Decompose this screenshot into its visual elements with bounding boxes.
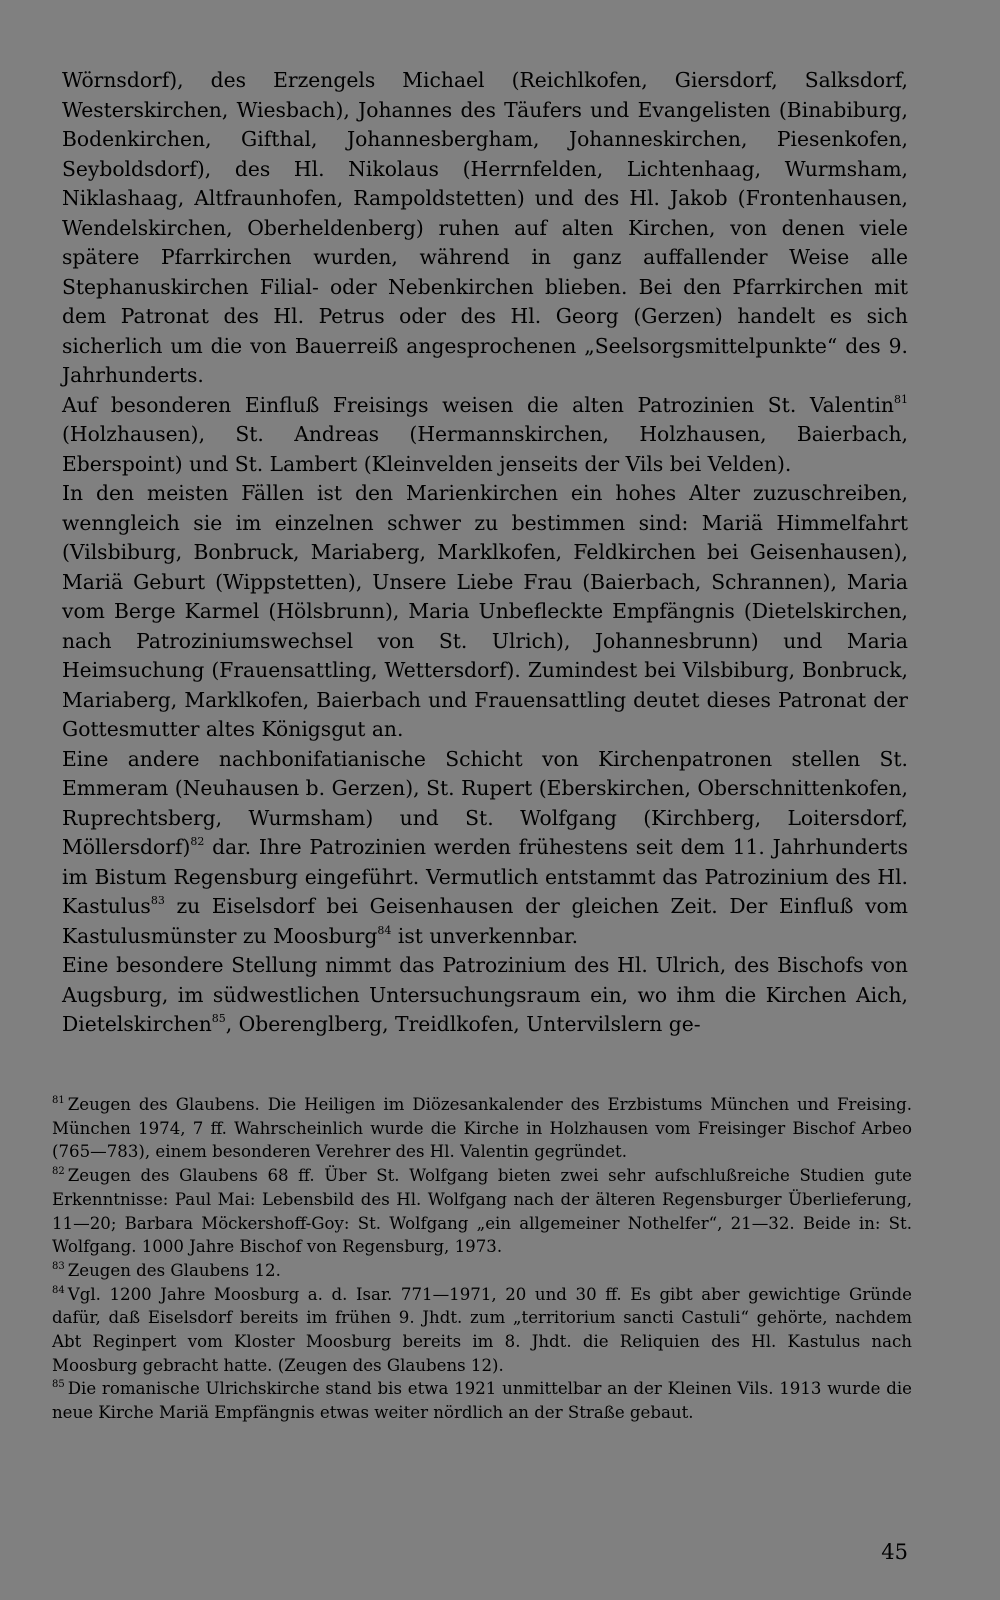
page-number: 45 [881,1540,908,1564]
footnote-ref: 82 [190,835,205,848]
footnote [52,1164,912,1259]
paragraph [62,391,908,480]
footnote-number: 85 [52,1379,65,1391]
paragraph [62,951,908,1040]
footnote [52,1093,912,1164]
paragraph-text: (Holzhausen), St. Andreas (Hermannskirchen, Holzhausen, Baierbach, Eberspoint) und St. Lambert (Kleinvelden jenseits der Vils bei Velden). [62,422,908,476]
paragraph-text: ist unverkennbar. [391,923,579,948]
paragraph-text: Auf besonderen Einfluß Freisings weisen die alten Patrozinien St. Valentin [62,392,894,417]
paragraph [62,479,908,745]
footnote-text: Vgl. 1200 Jahre Moosburg a. d. Isar. 771—1971, 20 und 30 ff. Es gibt aber gewichtige Gründe dafür, daß Eiselsdorf bereits im frühen 9. Jhdt. zum „territorium sancti Castuli“ gehörte, nachdem Abt Reginpert vom Kloster Moosburg bereits im 8. Jhdt. die Reliquien des Hl. Kastulus nach Moosburg gebracht hatte. (Zeugen des Glaubens 12). [52,1284,912,1375]
footnote-ref: 84 [377,923,392,937]
main-text [62,66,908,1040]
paragraph-text: , Oberenglberg, Treidlkofen, Untervilslern ge- [225,1012,701,1036]
paragraph-text: Wörnsdorf), des Erzengels Michael (Reichlkofen, Giersdorf, Salksdorf, Westerskirchen, Wiesbach), Johannes des Täufers und Evangelisten (Binabiburg, Bodenkirchen, Gifthal, Johannesbergham, Johanneskirchen, Piesenkofen, Seyboldsdorf), des Hl. Nikolaus (Herrnfelden, Lichtenhaag, Wurmsham, Niklashaag, Altfraunhofen, Rampoldstetten) und des Hl. Jakob (Frontenhausen, Wendelskirchen, Oberheldenberg) ruhen auf alten Kirchen, von denen viele spätere Pfarrkirchen wurden, während in ganz auffallender Weise alle Stephanuskirchen Filial- oder Nebenkirchen blieben. Bei den Pfarrkirchen mit dem Patronat des Hl. Petrus oder des Hl. Georg (Gerzen) handelt es sich sicherlich um die von Bauerreiß angesprochenen „Seelsorgsmittelpunkte“ des 9. Jahrhunderts. [62,68,908,387]
footnote-number: 83 [52,1260,65,1272]
footnotes [52,1093,912,1425]
footnote-ref: 81 [894,392,908,406]
paragraph [62,66,908,391]
paragraph-text: Eine andere nachbonifatianische Schicht von Kirchenpatronen stellen St. Emmeram (Neuhausen b. Gerzen), St. Rupert (Eberskirchen, Oberschnittenkofen, Ruprechtsberg, Wurmsham) und St. Wolfgang (Kirchberg, Loitersdorf, Möllersdorf) [62,746,908,859]
paragraph-text: dar. Ihre Patrozinien werden frühestens seit dem 11. Jahrhunderts im Bistum Regensburg eingeführt. Vermutlich entstammt das Patrozinium des Hl. Kastulus [62,835,908,918]
paragraph [62,745,908,952]
footnote-text: Zeugen des Glaubens 68 ff. Über St. Wolfgang bieten zwei sehr aufschlußreiche Studien gute Erkenntnisse: Paul Mai: Lebensbild des Hl. Wolfgang nach der älteren Regensburger Überlieferung, 11—20; Barbara Möckershoff-Goy: St. Wolfgang „ein allgemeiner Nothelfer“, 21—32. Beide in: St. Wolfgang. 1000 Jahre Bischof von Regensburg, 1973. [52,1166,912,1257]
footnote-number: 81 [52,1095,65,1106]
footnote-number: 82 [52,1166,65,1178]
footnote-text: Zeugen des Glaubens 12. [67,1260,281,1280]
footnote [52,1283,912,1378]
footnote-ref: 83 [150,894,165,907]
footnote-number: 84 [52,1284,65,1296]
footnote-ref: 85 [211,1012,226,1025]
paragraph-text: Eine besondere Stellung nimmt das Patrozinium des Hl. Ulrich, des Bischofs von Augsburg, im südwestlichen Untersuchungsraum ein, wo ihm die Kirchen Aich, Dietelskirchen [62,953,908,1036]
footnote-text: Zeugen des Glaubens. Die Heiligen im Diözesankalender des Erzbistums München und Freising. München 1974, 7 ff. Wahrscheinlich wurde die Kirche in Holzhausen vom Freisinger Bischof Arbeo (765—783), einem besonderen Verehrer des Hl. Valentin gegründet. [52,1095,912,1162]
footnote-text: Die romanische Ulrichskirche stand bis etwa 1921 unmittelbar an der Kleinen Vils. 1913 wurde die neue Kirche Mariä Empfängnis etwas weiter nördlich an der Straße gebaut. [52,1379,912,1423]
footnote [52,1259,912,1283]
paragraph-text: In den meisten Fällen ist den Marienkirchen ein hohes Alter zuzuschreiben, wenngleich sie im einzelnen schwer zu bestimmen sind: Mariä Himmelfahrt (Vilsbiburg, Bonbruck, Mariaberg, Marklkofen, Feldkirchen bei Geisenhausen), Mariä Geburt (Wippstetten), Unsere Liebe Frau (Baierbach, Schrannen), Maria vom Berge Karmel (Hölsbrunn), Maria Unbefleckte Empfängnis (Dietelskirchen, nach Patroziniumswechsel von St. Ulrich), Johannesbrunn) und Maria Heimsuchung (Frauensattling, Wettersdorf). Zumindest bei Vilsbiburg, Bonbruck, Mariaberg, Marklkofen, Baierbach und Frauensattling deutet dieses Patronat der Gottesmutter altes Königsgut an. [62,481,908,741]
paragraph-text: zu Eiselsdorf bei Geisenhausen der gleichen Zeit. Der Einfluß vom Kastulusmünster zu Moosburg [62,894,908,948]
footnote [52,1377,912,1424]
